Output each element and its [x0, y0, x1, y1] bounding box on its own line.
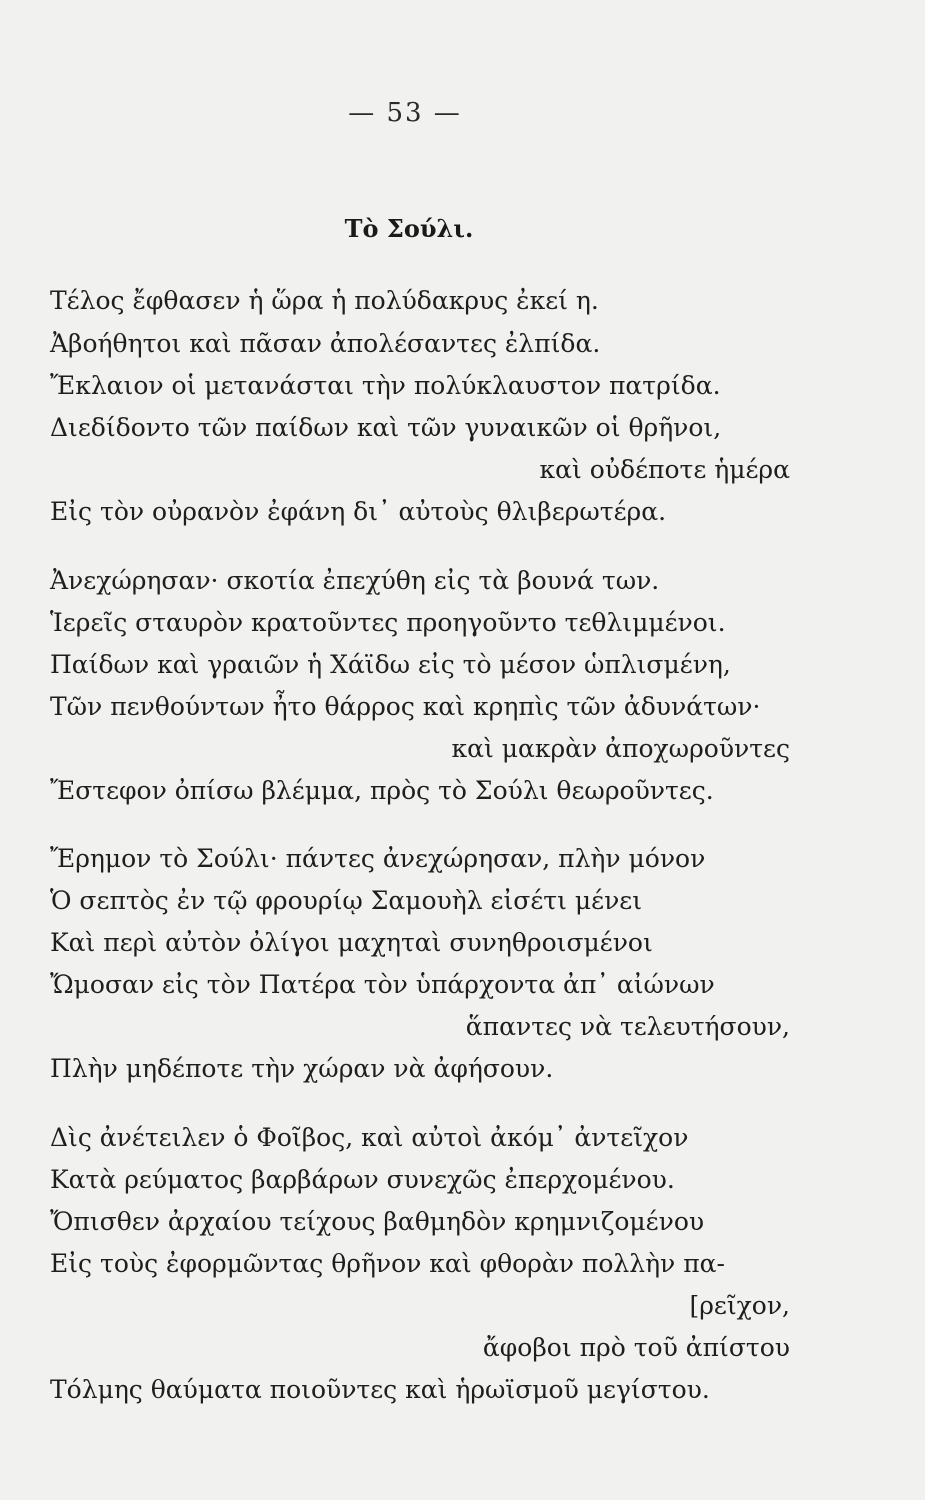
verse-line-indented: καὶ μακρὰν ἀποχωροῦντες [451, 734, 790, 763]
verse-line: Τέλος ἔφθασεν ἡ ὥρα ἡ πολύδακρυς ἐκεί η. [50, 286, 599, 315]
verse-line: Πλὴν μηδέποτε τὴν χώραν νὰ ἀφήσουν. [50, 1054, 554, 1083]
verse-line: Εἰς τὸν οὐρανὸν ἐφάνη δι᾿ αὐτοὺς θλιβερωτέρα. [50, 497, 667, 526]
verse-line: Ἱερεῖς σταυρὸν κρατοῦντες προηγοῦντο τεθλιμμένοι. [50, 608, 726, 637]
verse-line-indented: καὶ οὐδέποτε ἡμέρα [539, 455, 790, 484]
verse-line: Ὁ σεπτὸς ἐν τῷ φρουρίῳ Σαμουὴλ εἰσέτι μένει [50, 886, 643, 915]
verse-line: Παίδων καὶ γραιῶν ἡ Χάϊδω εἰς τὸ μέσον ὡπλισμένη, [50, 650, 731, 679]
verse-line: Ἔστεφον ὀπίσω βλέμμα, πρὸς τὸ Σούλι θεωροῦντες. [50, 776, 714, 805]
verse-line: Καὶ περὶ αὐτὸν ὀλίγοι μαχηταὶ συνηθροισμένοι [50, 928, 653, 957]
verse-line-indented: [ρεῖχον, [689, 1291, 790, 1320]
verse-line: Ὄπισθεν ἀρχαίου τείχους βαθμηδὸν κρημνιζομένου [50, 1207, 705, 1236]
verse-line: Ἔρημον τὸ Σούλι· πάντες ἀνεχώρησαν, πλὴν μόνον [50, 844, 706, 873]
verse-line-indented: ἄφοβοι πρὸ τοῦ ἀπίστου [482, 1333, 790, 1362]
verse-line: Ἔκλαιον οἱ μετανάσται τὴν πολύκλαυστον πατρίδα. [50, 371, 721, 400]
verse-line: Τῶν πενθούντων ἦτο θάρρος καὶ κρηπὶς τῶν ἀδυνάτων· [50, 692, 761, 721]
verse-line: Ἀβοήθητοι καὶ πᾶσαν ἀπολέσαντες ἐλπίδα. [50, 329, 601, 358]
verse-line: Κατὰ ρεύματος βαρβάρων συνεχῶς ἐπερχομένου. [50, 1165, 675, 1194]
verse-line: Ἀνεχώρησαν· σκοτία ἐπεχύθη εἰς τὰ βουνά των. [50, 566, 660, 595]
verse-line: Ὤμοσαν εἰς τὸν Πατέρα τὸν ὑπάρχοντα ἀπ᾿ αἰώνων [50, 970, 715, 999]
verse-line-indented: ἅπαντες νὰ τελευτήσουν, [465, 1012, 790, 1041]
verse-line: Τόλμης θαύματα ποιοῦντες καὶ ἡρωϊσμοῦ μεγίστου. [50, 1375, 710, 1404]
verse-line: Διεδίδοντο τῶν παίδων καὶ τῶν γυναικῶν οἱ θρῆνοι, [50, 413, 722, 442]
verse-line: Δὶς ἀνέτειλεν ὁ Φοῖβος, καὶ αὐτοὶ ἀκόμ᾿ ἀντεῖχον [50, 1123, 689, 1152]
verse-line: Εἰς τοὺς ἐφορμῶντας θρῆνον καὶ φθορὰν πολλὴν πα- [50, 1249, 725, 1278]
page-number: — 53 — [348, 98, 462, 128]
poem-title: Τὸ Σούλι. [344, 214, 474, 243]
